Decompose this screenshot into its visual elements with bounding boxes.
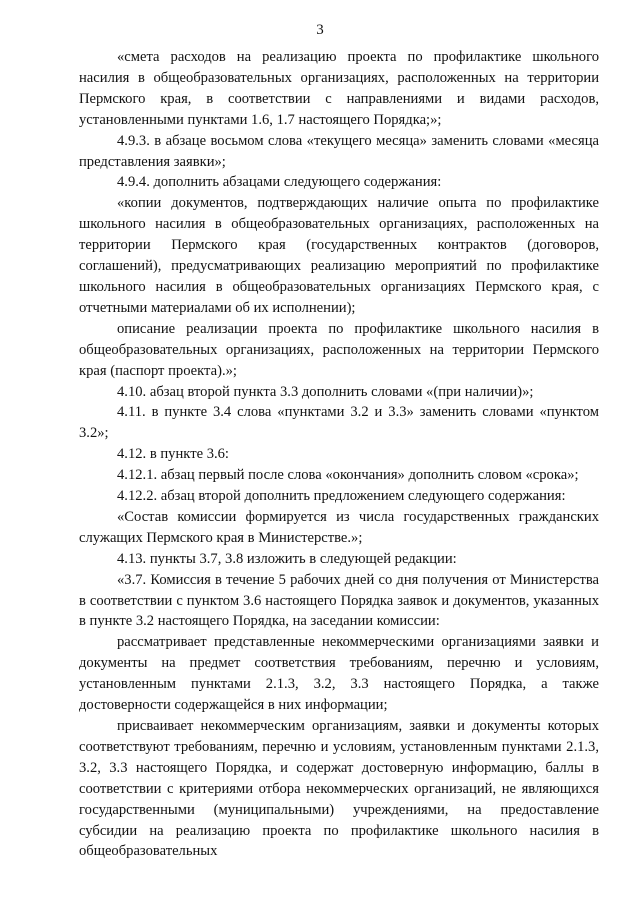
- paragraph-3-7: «3.7. Комиссия в течение 5 рабочих дней со дня получения от Министерства в соответствии с пунктом 3.6 настоящего Порядка заявок и документов, указанных в пункте 3.2 настоящего Порядка, на заседании комиссии:: [79, 571, 599, 630]
- paragraph-reviews-applications: рассматривает представленные некоммерческими организациями заявки и документы на предмет соответствия требованиям, перечню и условиям, установленным пунктами 2.1.3, 3.2, 3.3 настоящего Порядка, а также достоверности содержащейся в них информации;: [79, 634, 599, 714]
- paragraph-estimate-item: «смета расходов на реализацию проекта по профилактике школьного насилия в общеобразовательных организациях, расположенных на территории Пермского края, в соответствии с направлениями и видами расходов, установленными пунктами 1.6, 1.7 настоящего Порядка;»;: [79, 49, 599, 128]
- paragraph-commission-composition: «Состав комиссии формируется из числа государственных гражданских служащих Пермского края в Министерстве.»;: [79, 508, 599, 546]
- paragraph-project-description: описание реализации проекта по профилактике школьного насилия в общеобразовательных организациях, расположенных на территории Пермского края (паспорт проекта).»;: [79, 320, 599, 379]
- paragraph-4-9-3: 4.9.3. в абзаце восьмом слова «текущего месяца» заменить словами «месяца представления заявки»;: [79, 132, 599, 170]
- paragraph-4-10: 4.10. абзац второй пункта 3.3 дополнить словами «(при наличии)»;: [117, 383, 534, 400]
- paragraph-4-13: 4.13. пункты 3.7, 3.8 изложить в следующей редакции:: [117, 550, 457, 567]
- paragraph-4-12: 4.12. в пункте 3.6:: [117, 446, 229, 463]
- paragraph-4-12-1: 4.12.1. абзац первый после слова «окончания» дополнить словом «срока»;: [117, 467, 579, 484]
- paragraph-4-9-4: 4.9.4. дополнить абзацами следующего содержания:: [117, 174, 442, 191]
- paragraph-document-copies: «копии документов, подтверждающих наличие опыта по профилактике школьного насилия в общеобразовательных организациях, расположенных на территории Пермского края (государственных контрактов (договоров, соглашений), предусматривающих реализацию мероприятий по профилактике школьного насилия в общеобразовательных организациях Пермского края, с отчетными материалами об их исполнении);: [79, 195, 599, 316]
- document-body: [79, 47, 599, 862]
- page-number: 3: [316, 22, 324, 38]
- paragraph-4-12-2: 4.12.2. абзац второй дополнить предложением следующего содержания:: [117, 488, 566, 505]
- paragraph-assigns-points: присваивает некоммерческим организациям, заявки и документы которых соответствуют требованиям, перечню и условиям, установленным пунктами 2.1.3, 3.2, 3.3 настоящего Порядка, и содержат достоверную информацию, баллы в соответствии с критериями отбора некоммерческих организаций, не являющихся государственными (муниципальными) учреждениями, на предоставление субсидии на реализацию проекта по профилактике школьного насилия в общеобразовательных: [79, 718, 599, 860]
- paragraph-4-11: 4.11. в пункте 3.4 слова «пунктами 3.2 и 3.3» заменить словами «пунктом 3.2»;: [79, 404, 599, 442]
